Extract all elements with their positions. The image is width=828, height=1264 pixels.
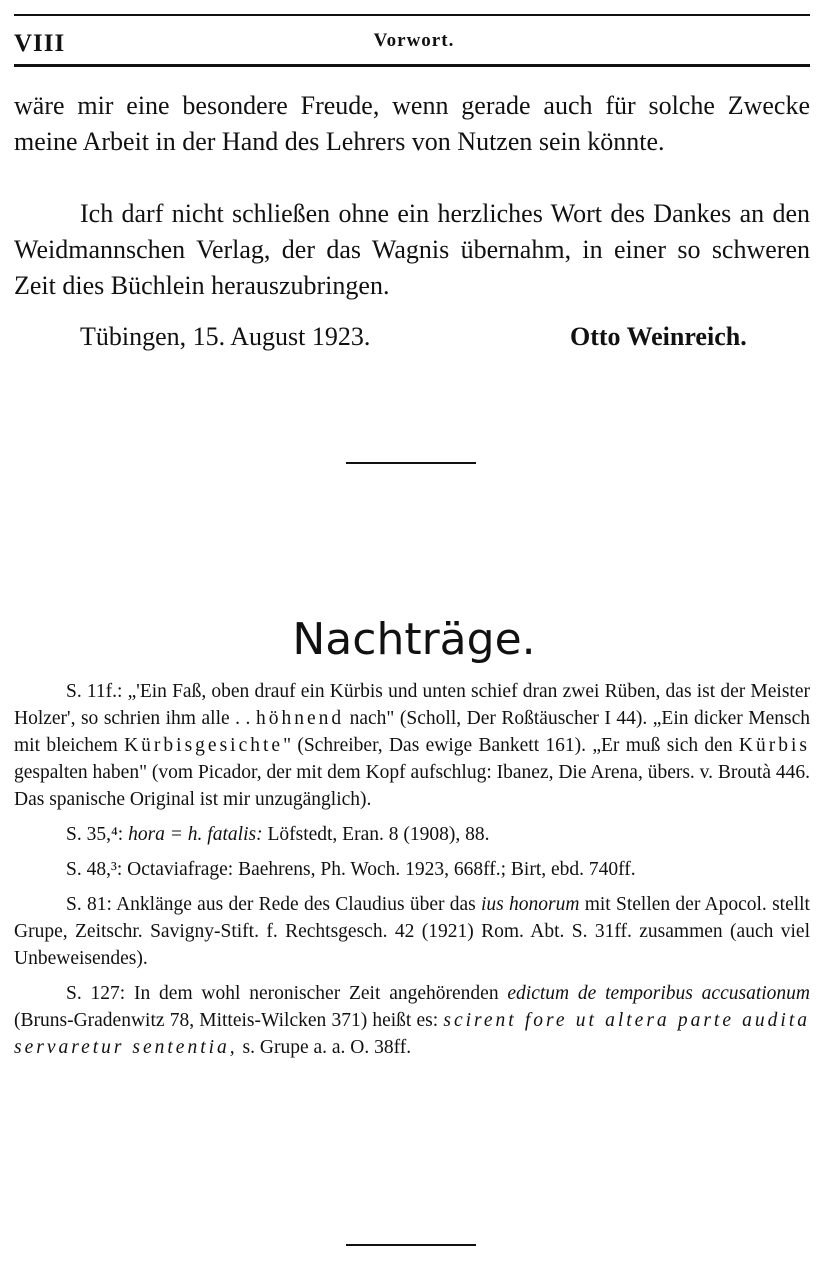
note-text: gespalten haben" (vom Picador, der mit dem Kopf aufschlug: Ibanez, Die Arena, übers. v. Broutà 446. Das spanische Original ist mir unzugänglich). — [14, 762, 810, 810]
preface-paragraph-1: wäre mir eine besondere Freude, wenn gerade auch für solche Zwecke meine Arbeit in der Hand des Lehrers von Nutzen sein könnte. — [14, 91, 810, 156]
note-text: S. 48,³: Octaviafrage: Baehrens, Ph. Woch. 1923, 668ff.; Birt, ebd. 740ff. — [66, 859, 636, 880]
note-item — [14, 891, 810, 972]
note-text: (Bruns-Gradenwitz 78, Mitteis-Wilcken 371) heißt es: — [14, 1010, 444, 1031]
running-title: Vorwort. — [373, 30, 455, 51]
note-italic-text: ius honorum — [481, 894, 580, 915]
note-text: mit Stellen der Apocol. stellt Grupe, Zeitschr. Savigny-Stift. f. Rechtsgesch. 42 (1921) Rom. Abt. S. 31ff. zusammen (auch viel Unbeweisendes). — [14, 894, 810, 969]
preface-paragraph-2: Ich darf nicht schließen ohne ein herzliches Wort des Dankes an den Weidmannschen Verlag, der das Wagnis übernahm, in einer so schweren Zeit dies Büchlein herauszubringen. — [14, 199, 810, 300]
addenda-title: Nachträge. — [292, 614, 536, 665]
place-date: Tübingen, 15. August 1923. — [80, 322, 371, 351]
note-text: S. 127: In dem wohl neronischer Zeit angehörenden — [66, 983, 508, 1004]
note-spaced-text: höhnend — [255, 708, 345, 729]
header-top-rule — [14, 14, 810, 16]
note-item — [14, 980, 810, 1061]
note-italic-text: scirent fore ut altera parte audita servaretur sententia, — [14, 1010, 810, 1058]
section-divider — [346, 462, 476, 464]
header-bottom-rule — [14, 64, 810, 67]
note-item — [14, 821, 810, 848]
note-spaced-text: Kürbis — [738, 735, 810, 756]
note-item — [14, 856, 810, 883]
note-text: Löfstedt, Eran. 8 (1908), 88. — [262, 824, 490, 845]
note-text: s. Grupe a. a. O. 38ff. — [237, 1037, 412, 1058]
note-text: S. 35,⁴: — [66, 824, 129, 845]
page-number: VIII — [14, 30, 66, 57]
note-item — [14, 678, 810, 813]
note-text: S. 81: Anklänge aus der Rede des Claudius über das — [66, 894, 481, 915]
author-signature: Otto Weinreich. — [570, 322, 747, 351]
note-text: S. 11f.: „'Ein Faß, oben drauf ein Kürbis und unten schief dran zwei Rüben, das ist der Meister Holzer', so schrien ihm alle . . — [14, 681, 810, 729]
bottom-divider — [346, 1244, 476, 1246]
note-spaced-text: Kürbisgesichte — [124, 735, 284, 756]
note-text: " (Schreiber, Das ewige Bankett 161). „Er muß sich den — [283, 735, 739, 756]
note-italic-text: edictum de temporibus accusationum — [507, 983, 810, 1004]
note-text: nach" (Scholl, Der Roßtäuscher I 44). „Ein dicker Mensch mit bleichem — [14, 708, 810, 756]
addenda-notes — [14, 678, 810, 1069]
note-italic-text: hora = h. fatalis: — [128, 824, 263, 845]
